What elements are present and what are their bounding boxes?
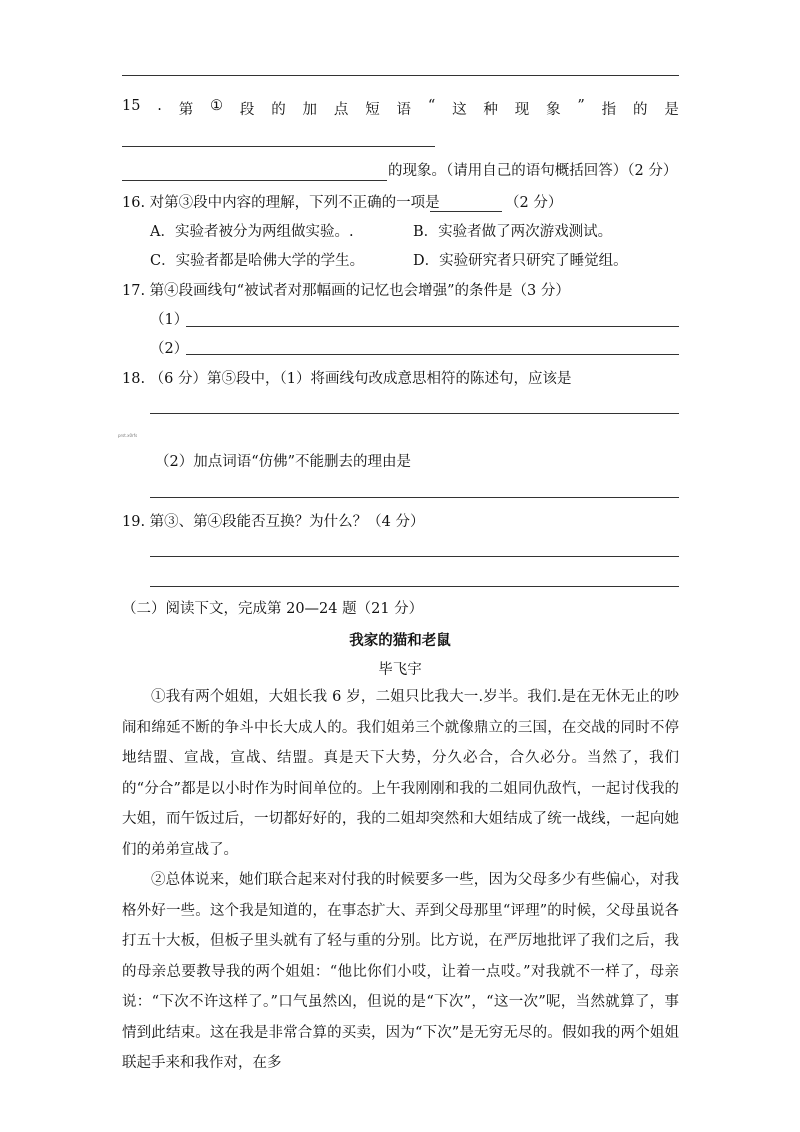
q15-answer-line-2[interactable]	[122, 180, 387, 181]
q15-stem-char: 象	[546, 102, 561, 118]
q15-stem-char: 的	[271, 102, 286, 118]
q15-stem-char: 现	[514, 102, 530, 118]
q19-stem: 19. 第③、第④段能否互换？为什么？（4 分）	[122, 514, 425, 530]
q15-stem-char: 的	[632, 102, 648, 118]
q18-answer-line-1[interactable]	[150, 413, 679, 414]
q16-stem: 16. 对第③段中内容的理解，下列不正确的一项是	[122, 195, 440, 211]
q15-stem-char: 是	[664, 102, 679, 118]
q15-stem-char: 这	[452, 102, 467, 118]
q15-stem-char: 指	[601, 102, 617, 118]
q16-answer-blank[interactable]	[430, 211, 502, 212]
q15-stem-char: 15	[122, 98, 141, 114]
q17-answer-line-1[interactable]	[186, 326, 679, 327]
article-author: 毕飞宇	[378, 662, 422, 678]
q15-stem	[122, 98, 679, 119]
q18-stem: 18. （6 分）第⑤段中，（1）将画线句改成意思相符的陈述句，应该是	[122, 371, 572, 387]
article-title: 我家的猫和老鼠	[349, 633, 451, 649]
top-rule	[122, 75, 679, 76]
q15-stem-char: 加	[302, 102, 318, 118]
q15-stem-char: ①	[210, 98, 224, 114]
q15-stem-char: “	[427, 98, 436, 114]
article-body	[122, 682, 679, 1079]
q15-answer-line-1[interactable]	[122, 146, 435, 147]
q19-answer-line-2[interactable]	[150, 586, 679, 587]
q16-option-c[interactable]: C．实验者都是哈佛大学的学生。	[150, 253, 365, 269]
q17-blank-2-label: （2）	[150, 341, 189, 357]
q15-stem-char: 点	[333, 102, 349, 118]
q15-suffix: 的现象。（请用自己的语句概括回答）（2 分）	[388, 163, 678, 179]
q16-points: （2 分）	[505, 195, 563, 211]
article-paragraph-2: ②总体说来，她们联合起来对付我的时候要多一些，因为父母多少有些偏心，对我格外好一些。这个我是知道的，在事态扩大、弄到父母那里“评理”的时候，父母虽说各打五十大板，但板子里头就有了轻与重的分别。比方说，在严厉地批评了我们之后，我的母亲总要教导我的两个姐姐：“他比你们小哎，让着一点哎。”对我就不一样了，母亲说：“下次不许这样了。”口气虽然凶，但说的是“下次”，“这一次”呢，当然就算了，事情到此结束。这在我是非常合算的买卖，因为“下次”是无穷无尽的。假如我的两个姐姐联起手来和我作对，在多	[122, 872, 679, 1071]
q15-stem-char: 种	[483, 102, 498, 118]
q15-stem-char: .	[157, 98, 162, 114]
q18-part-2: （2）加点词语“仿佛”不能删去的理由是	[155, 454, 412, 470]
q15-stem-char: 第	[178, 102, 194, 118]
margin-mark: prst.x0rfs	[118, 433, 138, 438]
article-paragraph-1: ①我有两个姐姐，大姐长我 6 岁，二姐只比我大一.岁半。我们.是在无休无止的吵闹和绵延不断的争斗中长大成人的。我们姐弟三个就像鼎立的三国，在交战的同时不停地结盟、宣战，宣战、结盟。真是天下大势，分久必合，合久必分。当然了，我们的“分合”都是以小时作为时间单位的。上午我刚刚和我的二姐同仇敌忾，一起讨伐我的大姐，而午饭过后，一切都好好的，我的二姐却突然和大姐结成了统一战线，一起向她们的弟弟宣战了。	[122, 689, 679, 858]
q15-stem-char: 段	[239, 102, 255, 118]
q16-option-a[interactable]: A．实验者被分为两组做实验。.	[150, 224, 354, 240]
q15-stem-char: 短	[365, 102, 380, 118]
q15-stem-char: ”	[577, 98, 585, 114]
q16-option-d[interactable]: D．实验研究者只研究了睡觉组。	[413, 253, 628, 269]
q15-stem-char: 语	[396, 102, 412, 118]
q17-stem: 17. 第④段画线句“被试者对那幅画的记忆也会增强”的条件是（3 分）	[122, 283, 570, 299]
section-2-instruction: （二）阅读下文，完成第 20—24 题（21 分）	[122, 601, 424, 617]
q16-option-b[interactable]: B．实验者做了两次游戏测试。	[413, 224, 613, 240]
q18-answer-line-2[interactable]	[150, 497, 679, 498]
q17-answer-line-2[interactable]	[186, 354, 679, 355]
q17-blank-1-label: （1）	[150, 312, 189, 328]
q19-answer-line-1[interactable]	[150, 556, 679, 557]
